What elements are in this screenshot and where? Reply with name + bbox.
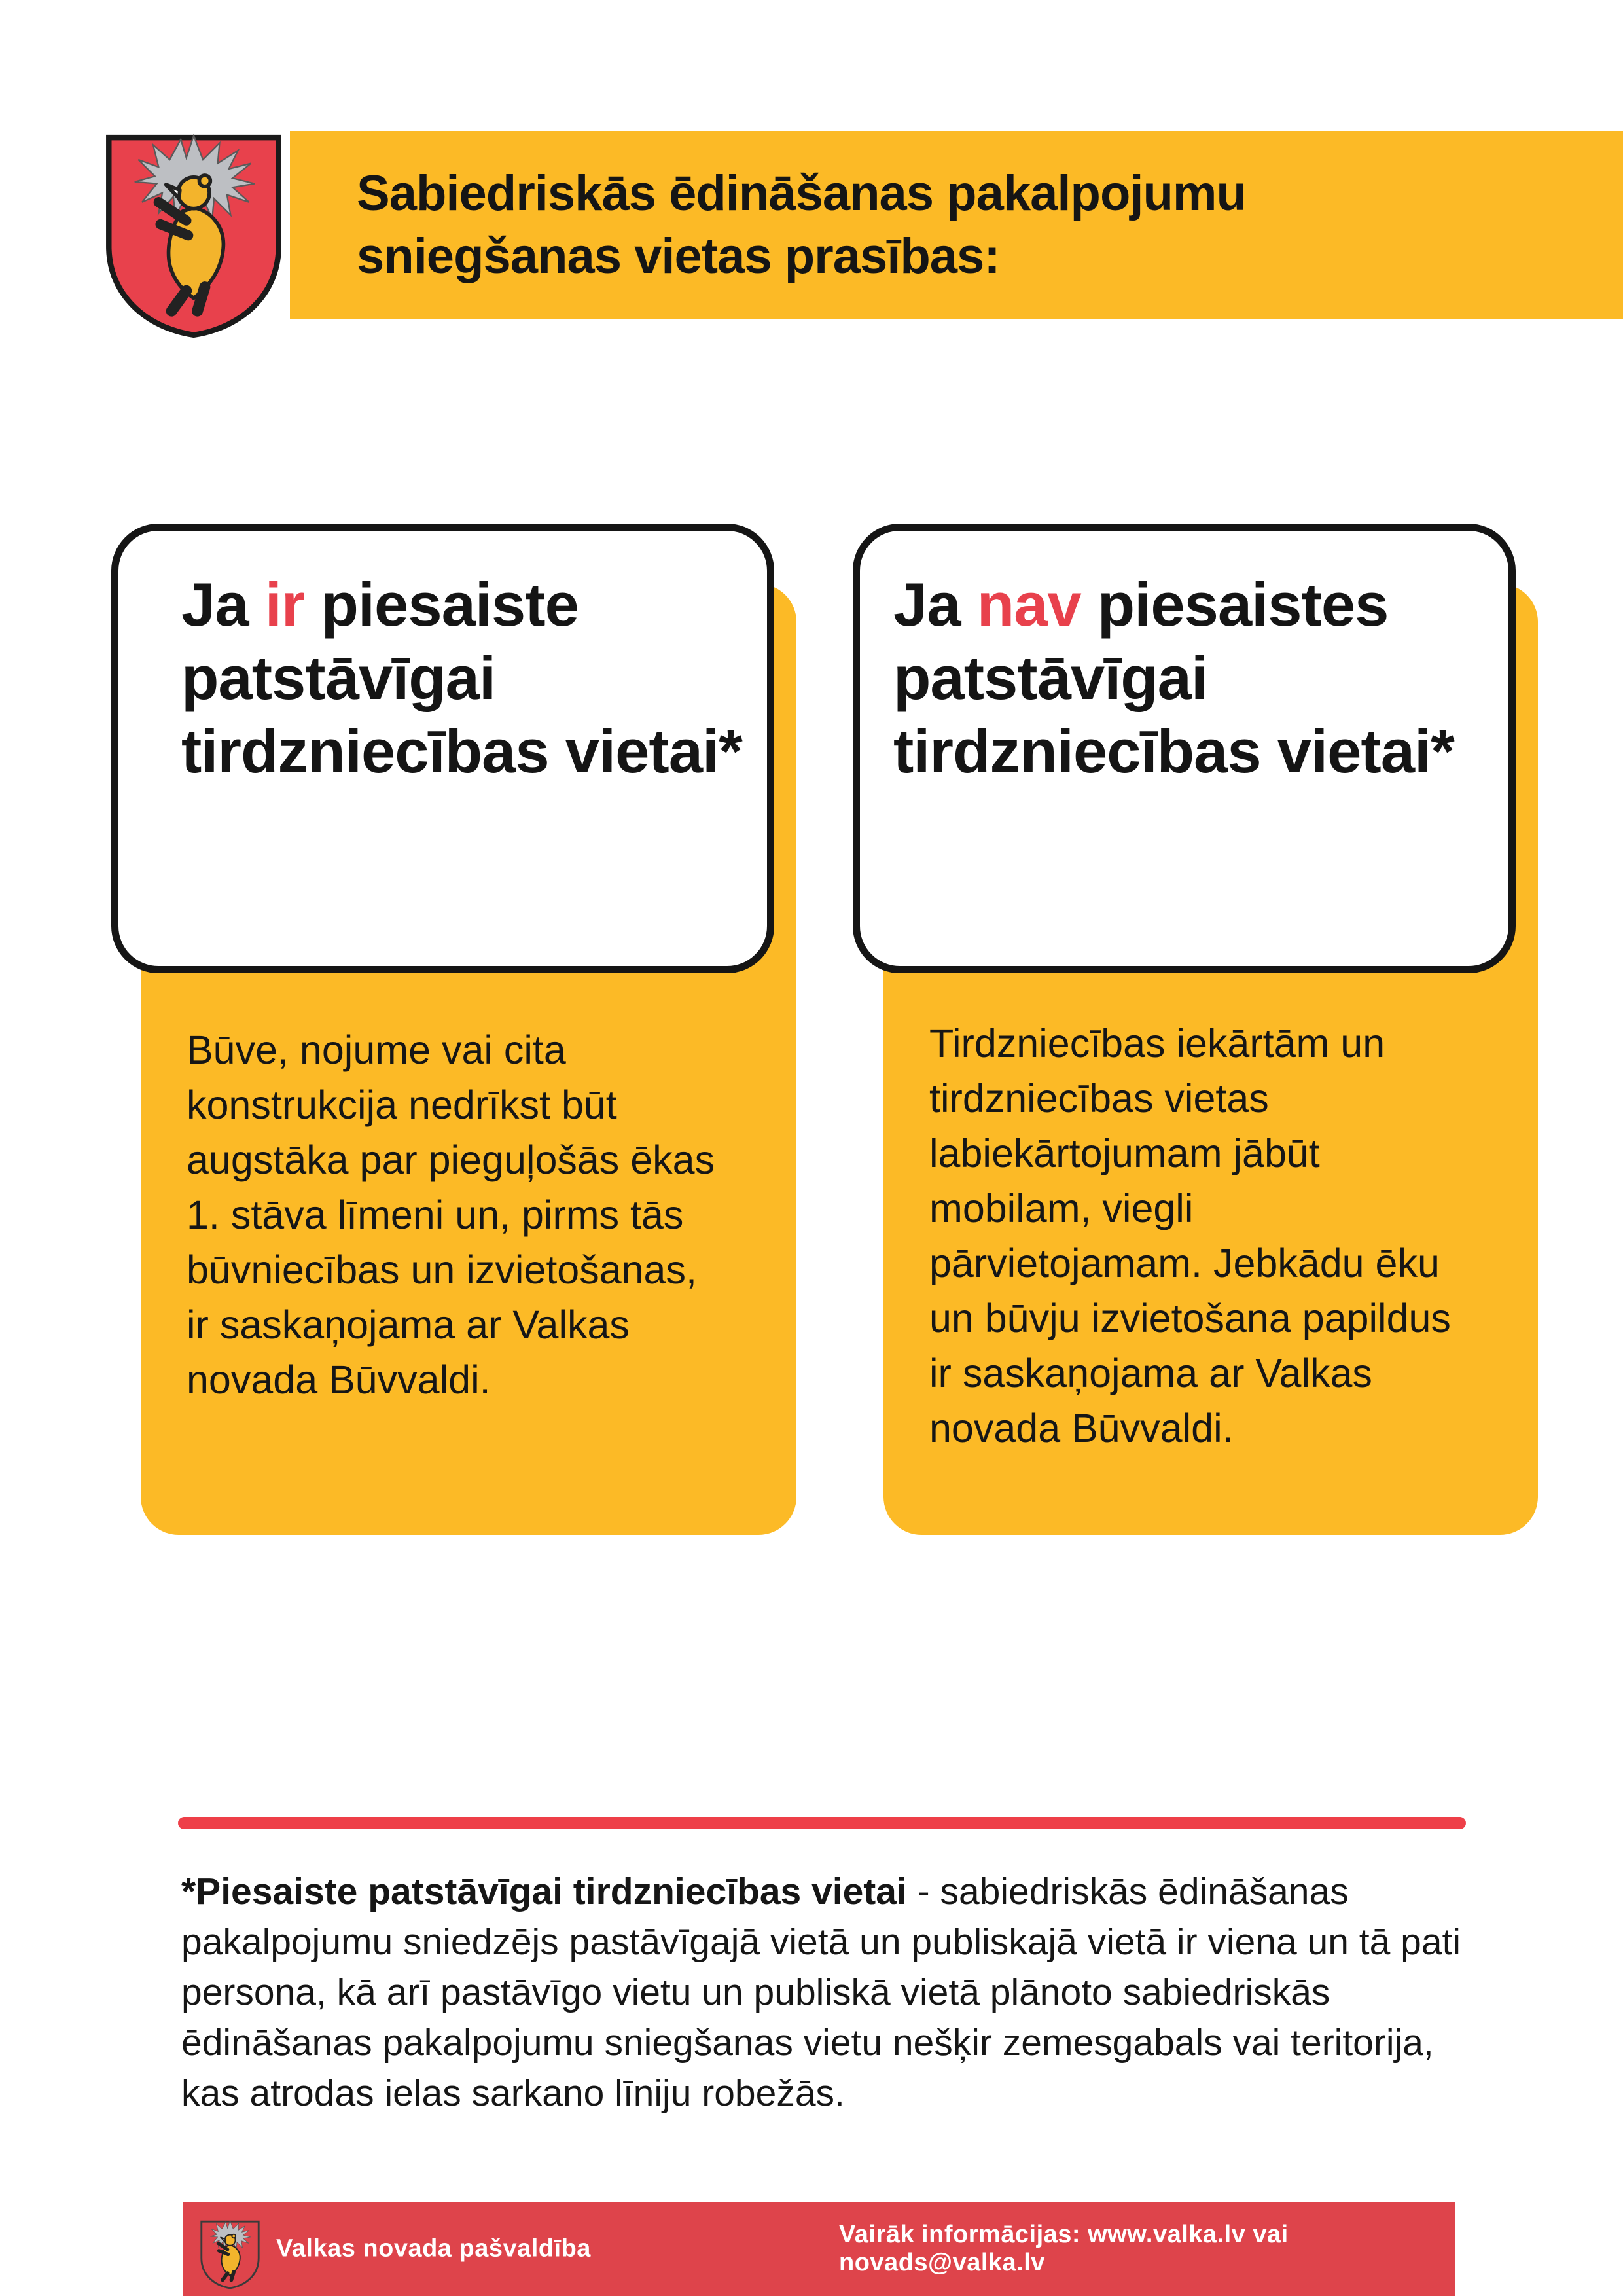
left-title-post: piesaiste patstāvīgai tirdzniecības vietai* — [181, 570, 742, 785]
right-title-pre: Ja — [893, 570, 977, 639]
right-title-post: piesaistes patstāvīgai tirdzniecības vietai* — [893, 570, 1454, 785]
page-title-line2: sniegšanas vietas prasības: — [357, 228, 1000, 284]
valka-coat-of-arms-icon — [101, 130, 286, 343]
right-card-body: Tirdzniecības iekārtām un tirdzniecības vietas labiekārtojumam jābūt mobilam, viegli pārvietojamam. Jebkādu ēku un būvju izvietošana papildus ir saskaņojama ar Valkas novada Būvvaldi. — [929, 1021, 1451, 1450]
right-title-accent: nav — [976, 570, 1081, 639]
page-title-line1: Sabiedriskās ēdināšanas pakalpojumu — [357, 165, 1246, 221]
footnote-text — [181, 1867, 1464, 2119]
valka-coat-of-arms-small-icon — [199, 2219, 261, 2291]
header-banner — [290, 131, 1623, 319]
right-card-title — [893, 568, 1505, 788]
footnote-bold-lead: *Piesaiste patstāvīgai tirdzniecības vietai — [181, 1871, 907, 1912]
footer-bar — [183, 2202, 1455, 2296]
left-title-accent: ir — [264, 570, 305, 639]
left-card-body: Būve, nojume vai cita konstrukcija nedrīkst būt augstāka par pieguļošās ēkas 1. stāva līmeni un, pirms tās būvniecības un izvietošanas, ir saskaņojama ar Valkas novada Būvvaldi. — [187, 1028, 715, 1402]
footnote-rest: - sabiedriskās ēdināšanas pakalpojumu sniedzējs pastāvīgajā vietā un publiskajā vietā ir viena un tā pati persona, kā arī pastāvīgo vietu un publiskā vietā plānoto sabiedriskās ēdināšanas pakalpojumu sniegšanas vietu nešķir zemesgabals vai teritorija, kas atrodas ielas sarkano līniju robežās. — [181, 1871, 1461, 2114]
red-divider-line — [178, 1817, 1466, 1829]
left-title-pre: Ja — [181, 570, 265, 639]
footer-org-name: Valkas novada pašvaldība — [276, 2234, 591, 2263]
footer-contact-info: Vairāk informācijas: www.valka.lv vai novads@valka.lv — [839, 2221, 1289, 2276]
left-card-title — [181, 568, 757, 788]
